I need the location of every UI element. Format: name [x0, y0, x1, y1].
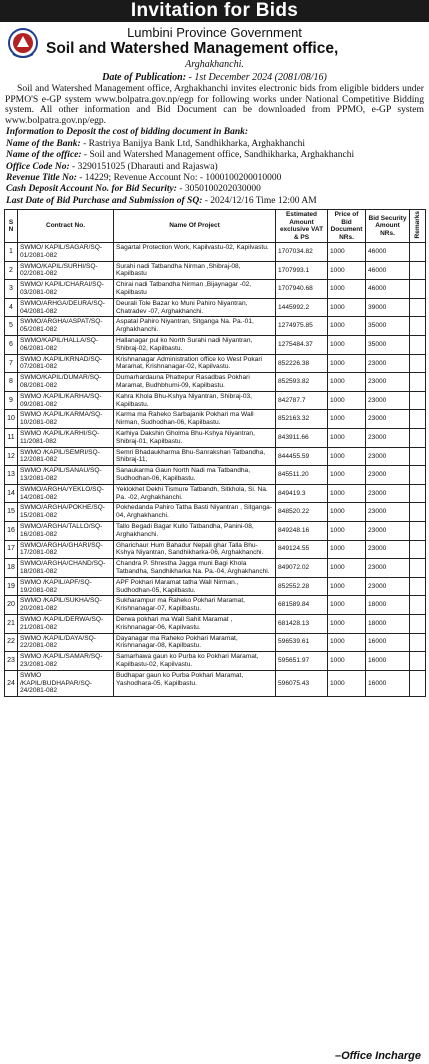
- cell-project: Dumarhardauna Phattepur Rasadbas Pokhari Maramat, Budhbhumi-09, Kapilbastu.: [114, 373, 276, 392]
- cell-price: 1000: [328, 577, 366, 596]
- cell-sn: 1: [5, 243, 18, 262]
- cell-sn: 13: [5, 466, 18, 485]
- cell-remarks: [410, 466, 426, 485]
- cell-sn: 23: [5, 652, 18, 671]
- cell-sn: 5: [5, 317, 18, 336]
- cell-security: 18000: [366, 614, 410, 633]
- cell-estimate: 842787.7: [276, 391, 328, 410]
- cell-remarks: [410, 484, 426, 503]
- cell-project: Chandra P. Shrestha Jagga muni Bagi Khola Tatbandha, Sandhikharka Na. Pa.-04, Arghakhanchi.: [114, 559, 276, 578]
- intro-paragraph: Soil and Watershed Management office, Arghakhanchi invites electronic bids from eligible bidders under PPMO'S e-GP system www.bolpatra.gov.np/egp for following works under National Competitive Bidding system. All other information and Bid Document can be downloaded from PPMO, e-GP system www.bolpatra.gov.np/egp.: [5, 83, 424, 126]
- cell-estimate: 852226.38: [276, 354, 328, 373]
- table-header-row: [5, 210, 426, 243]
- cell-price: 1000: [328, 298, 366, 317]
- cell-project: Sagartal Protection Work, Kapilvastu-02, Kapilvastu.: [114, 243, 276, 262]
- cell-contract: SWMO/ KAPIL/SAGAR/SQ-01/2081-082: [18, 243, 114, 262]
- cell-remarks: [410, 298, 426, 317]
- cell-project: Chirai nadi Tatbandha Nirman ,Bijaynagar -02, Kapilbastu: [114, 280, 276, 299]
- cell-security: 23000: [366, 484, 410, 503]
- header-price: Price of Bid Document NRs.: [328, 210, 366, 243]
- cell-contract: SWMO/ARGHA/YEKLO/SQ-14/2081-082: [18, 484, 114, 503]
- cell-sn: 18: [5, 559, 18, 578]
- cell-project: Sukharampur ma Raheko Pokhari Maramat, Krishnanagar-07, Kapilbastu.: [114, 596, 276, 615]
- cell-sn: 7: [5, 354, 18, 373]
- government-name: Lumbini Province Government: [127, 25, 302, 40]
- table-row: [5, 522, 426, 541]
- table-row: [5, 596, 426, 615]
- cell-remarks: [410, 522, 426, 541]
- cell-project: Gharichaur Hum Bahadur Nepali ghar Talla Bhu-Kshya Niyantran, Sandhikharka-06, Arghakhanchi.: [114, 540, 276, 559]
- cell-remarks: [410, 540, 426, 559]
- cell-remarks: [410, 614, 426, 633]
- cell-project: Aspatal Pahiro Niyantran, Sitganga Na. Pa.-01, Arghakhanchi.: [114, 317, 276, 336]
- table-row: [5, 298, 426, 317]
- header-estimate: Estimated Amount exclusive VAT & PS: [276, 210, 328, 243]
- header-project: Name Of Project: [114, 210, 276, 243]
- table-row: [5, 373, 426, 392]
- info-line: Last Date of Bid Purchase and Submission of SQ: - 2024/12/16 Time 12:00 AM: [6, 195, 317, 206]
- cell-estimate: 1445992.2: [276, 298, 328, 317]
- cell-project: Deurali Tole Bazar ko Muni Pahiro Niyantran, Chatradev -07, Arghakhanchi.: [114, 298, 276, 317]
- cell-price: 1000: [328, 243, 366, 262]
- cell-contract: SWMO/ARGHA/ASPAT/SQ-05/2081-082: [18, 317, 114, 336]
- cell-project: APF Pokhari Maramat tatha Wall Nirman., Sudhodhan-05, Kapilbastu.: [114, 577, 276, 596]
- cell-estimate: 1275484.37: [276, 336, 328, 355]
- cell-security: 39000: [366, 298, 410, 317]
- cell-price: 1000: [328, 336, 366, 355]
- cell-project: Semri Bhadaukharma Bhu-Sanrakshan Tatbandha, Shibraj-11,: [114, 447, 276, 466]
- cell-remarks: [410, 503, 426, 522]
- cell-sn: 15: [5, 503, 18, 522]
- cell-estimate: 848520.22: [276, 503, 328, 522]
- cell-estimate: 1274975.85: [276, 317, 328, 336]
- cell-estimate: 1707940.68: [276, 280, 328, 299]
- header-contract: Contract No.: [18, 210, 114, 243]
- cell-estimate: 852163.32: [276, 410, 328, 429]
- office-name: Soil and Watershed Management office,: [46, 40, 339, 57]
- cell-price: 1000: [328, 633, 366, 652]
- cell-security: 46000: [366, 243, 410, 262]
- table-row: [5, 670, 426, 696]
- cell-price: 1000: [328, 596, 366, 615]
- cell-estimate: 596075.43: [276, 670, 328, 696]
- cell-price: 1000: [328, 429, 366, 448]
- cell-contract: SWMO /KAPIL/KARHI/SQ-11/2081-082: [18, 429, 114, 448]
- header-security: Bid Security Amount NRs.: [366, 210, 410, 243]
- cell-security: 35000: [366, 317, 410, 336]
- cell-contract: SWMO /KAPIL/BUDHAPAR/SQ-24/2081-082: [18, 670, 114, 696]
- cell-price: 1000: [328, 614, 366, 633]
- table-row: [5, 391, 426, 410]
- cell-sn: 2: [5, 261, 18, 280]
- cell-sn: 3: [5, 280, 18, 299]
- cell-project: Dayanagar ma Raheko Pokhari Maramat, Krishnanagar-08, Kapilbastu.: [114, 633, 276, 652]
- table-row: [5, 243, 426, 262]
- table-row: [5, 336, 426, 355]
- notice-header: [0, 22, 429, 72]
- cell-price: 1000: [328, 559, 366, 578]
- cell-price: 1000: [328, 354, 366, 373]
- cell-price: 1000: [328, 522, 366, 541]
- cell-contract: SWMO /KAPIL/KARHA/SQ-09/2081-082: [18, 391, 114, 410]
- info-line: Revenue Title No: - 14229; Revenue Account No: - 1000100200010000: [6, 173, 282, 183]
- cell-security: 23000: [366, 447, 410, 466]
- cell-contract: SWMO /KAPIL/SAMAR/SQ-23/2081-082: [18, 652, 114, 671]
- cell-sn: 20: [5, 596, 18, 615]
- cell-project: Pokhedanda Pahiro Tatha Basti Niyantran , Sitganga-04, Arghakhanchi.: [114, 503, 276, 522]
- cell-project: Sanaukarma Gaun North Nadi ma Tatbandha, Sudhodhan-06, Kapilbastu.: [114, 466, 276, 485]
- cell-project: Budhapar gaun ko Purba Pokhari Maramat, Yashodhara-05, Kapilbastu.: [114, 670, 276, 696]
- cell-remarks: [410, 354, 426, 373]
- cell-security: 23000: [366, 522, 410, 541]
- cell-contract: SWMO /KAPIL/DAYA/SQ-22/2081-082: [18, 633, 114, 652]
- table-row: [5, 466, 426, 485]
- cell-project: Kahra Khola Bhu-Kshya Niyantran, Shibraj-03, Kapilbastu.: [114, 391, 276, 410]
- cell-estimate: 849124.55: [276, 540, 328, 559]
- cell-sn: 8: [5, 373, 18, 392]
- cell-project: Derwa pokhari ma Wall Sahit Maramat , Krishnanagar-06, Kapilvastu.: [114, 614, 276, 633]
- cell-project: Karhiya Dakshin Gholma Bhu-Kshya Niyantran, Shibraj-01, Kapilbastu.: [114, 429, 276, 448]
- cell-sn: 22: [5, 633, 18, 652]
- cell-price: 1000: [328, 317, 366, 336]
- district-name: Arghakhanchi.: [185, 59, 244, 70]
- cell-estimate: 852552.28: [276, 577, 328, 596]
- table-row: [5, 633, 426, 652]
- cell-remarks: [410, 373, 426, 392]
- table-row: [5, 577, 426, 596]
- cell-price: 1000: [328, 670, 366, 696]
- bids-table: [4, 209, 426, 697]
- cell-contract: SWMO/KAPIL/SURHI/SQ-02/2081-082: [18, 261, 114, 280]
- cell-estimate: 1707034.82: [276, 243, 328, 262]
- cell-security: 35000: [366, 336, 410, 355]
- cell-contract: SWMO /KAPIL/SEMRI/SQ-12/2081-082: [18, 447, 114, 466]
- table-row: [5, 540, 426, 559]
- table-row: [5, 280, 426, 299]
- cell-security: 46000: [366, 280, 410, 299]
- cell-contract: SWMO/ARGHA/TALLO/SQ-16/2081-082: [18, 522, 114, 541]
- cell-contract: SWMO /KAPIL/APF/SQ-19/2081-082: [18, 577, 114, 596]
- cell-price: 1000: [328, 280, 366, 299]
- cell-sn: 10: [5, 410, 18, 429]
- cell-contract: SWMO/ KAPIL/CHARAI/SQ-03/2081-082: [18, 280, 114, 299]
- cell-sn: 12: [5, 447, 18, 466]
- cell-price: 1000: [328, 540, 366, 559]
- cell-security: 18000: [366, 596, 410, 615]
- cell-contract: SWMO /KAPIL/DERWA/SQ-21/2081-082: [18, 614, 114, 633]
- cell-remarks: [410, 317, 426, 336]
- publication-value: - 1st December 2024 (2081/08/16): [186, 72, 327, 83]
- table-row: [5, 652, 426, 671]
- cell-price: 1000: [328, 410, 366, 429]
- header-sn: S N: [5, 210, 18, 243]
- cell-contract: SWMO/ARGHA/POKHE/SQ-15/2081-082: [18, 503, 114, 522]
- cell-price: 1000: [328, 373, 366, 392]
- table-row: [5, 261, 426, 280]
- cell-remarks: [410, 243, 426, 262]
- cell-remarks: [410, 577, 426, 596]
- cell-security: 23000: [366, 354, 410, 373]
- table-row: [5, 503, 426, 522]
- cell-project: Yeklokhet Dekhi Tismure Tatbandh, Sitkhola, Si. Na. Pa. -02, Arghakhanchi.: [114, 484, 276, 503]
- cell-price: 1000: [328, 261, 366, 280]
- cell-project: Krishnanagar Administration office ko West Pokari Maramat, Krishnanagar-02, Kapilvastu.: [114, 354, 276, 373]
- table-row: [5, 447, 426, 466]
- cell-project: Hallanagar pul ko North Surahi nadi Niyantran, Shibraj-02, Kapilbastu.: [114, 336, 276, 355]
- cell-estimate: 852593.82: [276, 373, 328, 392]
- cell-price: 1000: [328, 503, 366, 522]
- cell-sn: 4: [5, 298, 18, 317]
- cell-project: Samarhawa gaun ko Purba ko Pokhari Maramat, Kapilbastu-02, Kapilvastu.: [114, 652, 276, 671]
- cell-estimate: 1707993.1: [276, 261, 328, 280]
- cell-security: 23000: [366, 373, 410, 392]
- cell-remarks: [410, 261, 426, 280]
- table-row: [5, 317, 426, 336]
- cell-estimate: 844455.59: [276, 447, 328, 466]
- bank-info: [0, 126, 429, 207]
- cell-estimate: 849248.16: [276, 522, 328, 541]
- cell-remarks: [410, 633, 426, 652]
- cell-contract: SWMO/ARGHA/GHARI/SQ-17/2081-082: [18, 540, 114, 559]
- cell-sn: 21: [5, 614, 18, 633]
- cell-contract: SWMO/KAPIL/HALLA/SQ-06/2081-082: [18, 336, 114, 355]
- cell-sn: 9: [5, 391, 18, 410]
- cell-security: 16000: [366, 633, 410, 652]
- cell-price: 1000: [328, 484, 366, 503]
- cell-security: 16000: [366, 652, 410, 671]
- cell-project: Karma ma Raheko Sarbajanik Pokhari ma Wall Nirman, Sudhodhan-06, Kapilbastu.: [114, 410, 276, 429]
- header-remarks: Remarks: [410, 210, 426, 243]
- table-row: [5, 429, 426, 448]
- cell-estimate: 849419.3: [276, 484, 328, 503]
- cell-contract: SWMO /KAPIL/SUKHA/SQ-20/2081-082: [18, 596, 114, 615]
- cell-security: 23000: [366, 466, 410, 485]
- info-line: Name of the office: - Soil and Watershed Management office, Sandhikharka, Arghakhanchi: [6, 150, 355, 161]
- cell-remarks: [410, 559, 426, 578]
- cell-security: 23000: [366, 559, 410, 578]
- cell-remarks: [410, 410, 426, 429]
- cell-security: 23000: [366, 410, 410, 429]
- cell-estimate: 596539.61: [276, 633, 328, 652]
- cell-sn: 16: [5, 522, 18, 541]
- cell-price: 1000: [328, 652, 366, 671]
- cell-project: Surahi nadi Tatbandha Nirman ,Shibraj-08, Kapilbastu: [114, 261, 276, 280]
- cell-contract: SWMO/ARHGA/DEURA/SQ-04/2081-082: [18, 298, 114, 317]
- cell-estimate: 681589.84: [276, 596, 328, 615]
- table-row: [5, 614, 426, 633]
- cell-remarks: [410, 391, 426, 410]
- cell-sn: 14: [5, 484, 18, 503]
- cell-contract: SWMO /KAPIL/KRNAD/SQ-07/2081-082: [18, 354, 114, 373]
- cell-remarks: [410, 336, 426, 355]
- cell-security: 23000: [366, 429, 410, 448]
- cell-remarks: [410, 280, 426, 299]
- cell-remarks: [410, 596, 426, 615]
- cell-security: 23000: [366, 503, 410, 522]
- cell-remarks: [410, 670, 426, 696]
- table-row: [5, 354, 426, 373]
- info-line: Name of the Bank: - Rastriya Banijya Bank Ltd, Sandhikharka, Arghakhanchi: [6, 138, 306, 149]
- cell-contract: SWMO/KAPIL/DUMAR/SQ-08/2081-082: [18, 373, 114, 392]
- info-line: Office Code No: - 3290151025 (Dharauti and Rajaswa): [6, 161, 218, 172]
- cell-sn: 11: [5, 429, 18, 448]
- cell-sn: 24: [5, 670, 18, 696]
- office-incharge-signature: –Office Incharge: [335, 1050, 421, 1062]
- cell-project: Tallo Begadi Bagar Kullo Tatbandha, Panini-08, Arghakhanchi.: [114, 522, 276, 541]
- cell-security: 23000: [366, 577, 410, 596]
- cell-security: 46000: [366, 261, 410, 280]
- notice-banner: Invitation for Bids: [0, 0, 429, 22]
- cell-price: 1000: [328, 466, 366, 485]
- publication-label: Date of Publication:: [102, 72, 187, 83]
- cell-estimate: 681428.13: [276, 614, 328, 633]
- cell-security: 23000: [366, 391, 410, 410]
- info-line: Information to Deposit the cost of bidding document in Bank:: [6, 127, 249, 138]
- table-row: [5, 484, 426, 503]
- cell-sn: 17: [5, 540, 18, 559]
- info-line: Cash Deposit Account No. for Bid Security: - 3050100202030000: [6, 184, 261, 195]
- cell-security: 23000: [366, 540, 410, 559]
- cell-contract: SWMO /KAPIL/SANAU/SQ-13/2081-082: [18, 466, 114, 485]
- cell-price: 1000: [328, 447, 366, 466]
- cell-estimate: 843911.66: [276, 429, 328, 448]
- cell-remarks: [410, 429, 426, 448]
- cell-remarks: [410, 447, 426, 466]
- cell-security: 16000: [366, 670, 410, 696]
- cell-price: 1000: [328, 391, 366, 410]
- cell-contract: SWMO /KAPIL/KARMA/SQ-10/2081-082: [18, 410, 114, 429]
- table-row: [5, 559, 426, 578]
- cell-sn: 6: [5, 336, 18, 355]
- cell-estimate: 849072.02: [276, 559, 328, 578]
- cell-estimate: 595651.97: [276, 652, 328, 671]
- cell-estimate: 845511.20: [276, 466, 328, 485]
- cell-sn: 19: [5, 577, 18, 596]
- cell-remarks: [410, 652, 426, 671]
- cell-contract: SWMO/ARGHA/CHAND/SQ-18/2081-082: [18, 559, 114, 578]
- table-row: [5, 410, 426, 429]
